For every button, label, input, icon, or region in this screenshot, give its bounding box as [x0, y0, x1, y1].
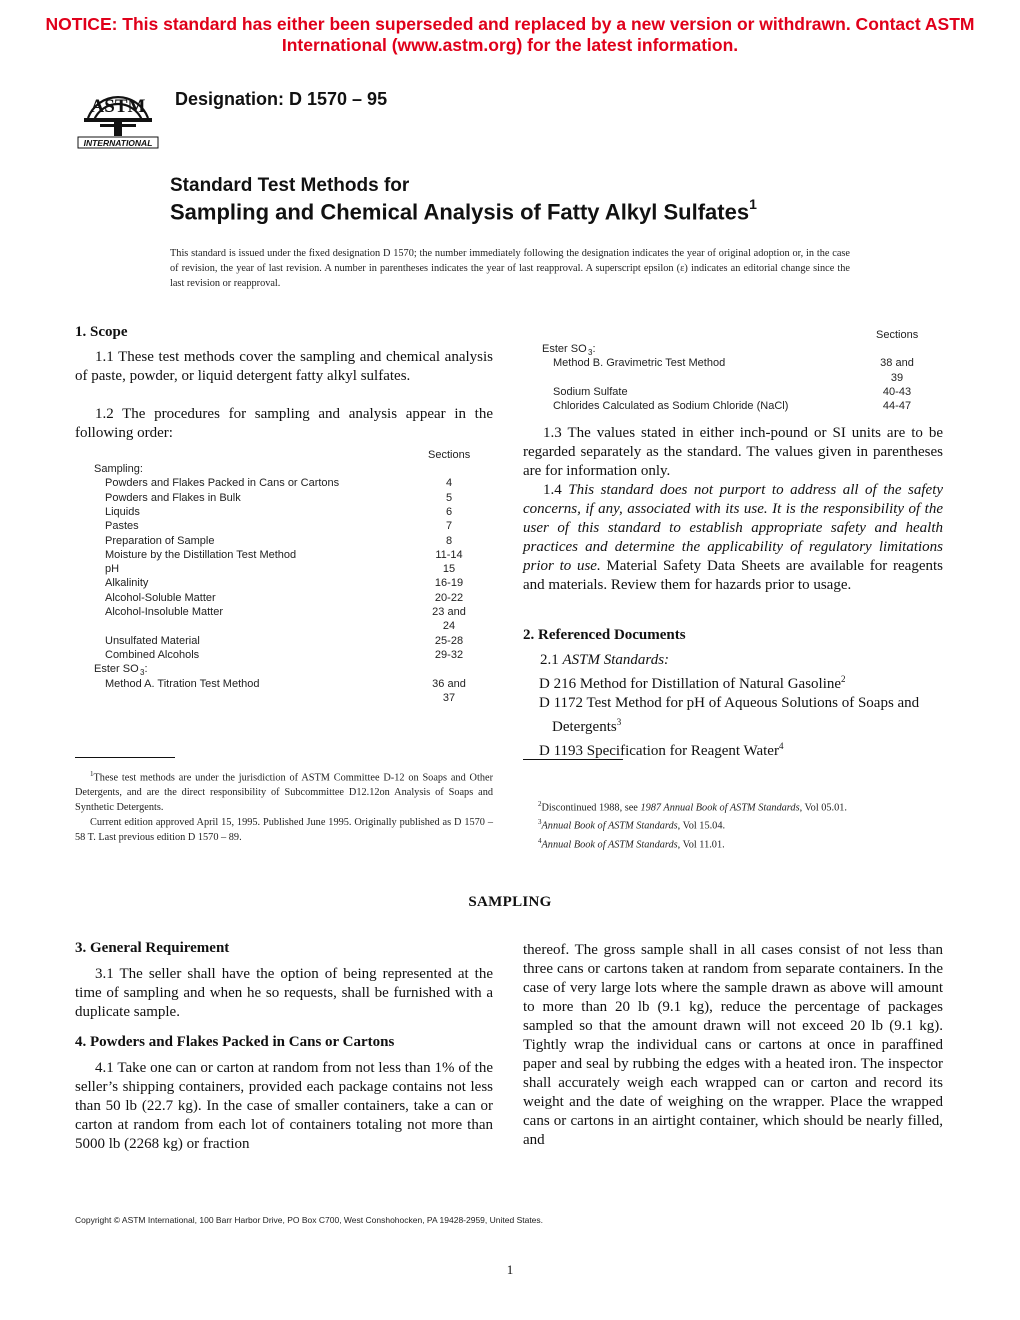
footnote-1-edition: Current edition approved April 15, 1995. Published June 1995. Originally published as D 1570 – 58 T. Last previous edition D 1570 – 89. [75, 817, 493, 844]
referenced-item-footnote-mark: 2 [841, 674, 846, 684]
footnotes-left [75, 767, 493, 845]
heading-scope: 1. Scope [75, 324, 128, 340]
referenced-item [539, 737, 943, 761]
so3-suffix: $_3$: [140, 663, 148, 678]
so3-suffix: $_3$: [588, 343, 596, 358]
title-footnote-mark: 1 [749, 196, 757, 212]
page-number: 1 [506, 1262, 514, 1277]
toc_left-sections: 4 [445, 477, 453, 490]
footnote-rule-right [523, 759, 623, 760]
toc-right [523, 326, 943, 416]
footnote-mark: 3 [538, 818, 542, 827]
para-1-4 [523, 481, 943, 595]
title-text: Sampling and Chemical Analysis of Fatty Alkyl Sulfates [170, 199, 750, 225]
footnote-volume: , Vol 11.01. [677, 839, 725, 851]
toc_left-label: Powders and Flakes Packed in Cans or Cartons [105, 477, 340, 490]
referenced-item-text: D 1172 Test Method for pH of Aqueous Solutions of Soaps and Detergents [539, 695, 920, 735]
toc_left-label: Combined Alcohols [105, 648, 200, 661]
toc_right-label: Method B. Gravimetric Test Method [553, 357, 726, 370]
toc_right-sections: 39 [890, 371, 904, 384]
footnote-rule-left [75, 757, 175, 758]
toc_left-sections: 23 and [432, 606, 466, 618]
toc_right-label: Sodium Sulfate [553, 385, 628, 398]
toc_left-sections: 15 [442, 563, 456, 576]
footnote-mark: 4 [538, 836, 542, 845]
footnote-1 [75, 767, 493, 815]
toc_right-label: Ester SO [542, 343, 587, 355]
footnote-4 [523, 834, 943, 852]
astm-logo [76, 74, 160, 150]
footnote-2 [523, 797, 943, 815]
footnote-mark: 2 [538, 800, 542, 808]
footnote-1-text: These test methods are under the jurisdiction of ASTM Committee D-12 on Soaps and Other Detergents, and are the direct responsibility of Subcommittee D12.12on Analysis of Soaps and Synthetic Detergents. [75, 772, 493, 814]
toc-sections-header-right: Sections [876, 329, 919, 341]
toc_left-sections: 16-19 [434, 577, 464, 590]
footnote-book-title: Annual Book of ASTM Standards [541, 839, 678, 851]
referenced-item-text: D 1193 Specification for Reagent Water [539, 743, 779, 759]
copyright: Copyright © ASTM International, 100 Barr Harbor Drive, PO Box C700, West Conshohocken, PA 19428-2959, United States. [75, 1215, 544, 1225]
referenced-item [539, 694, 943, 737]
toc_left-sections: 20-22 [434, 591, 464, 604]
toc_left-sections: 11-14 [435, 548, 463, 561]
notice-line-2: International (www.astm.org) for the latest information. [281, 35, 739, 55]
heading-referenced-documents: 2. Referenced Documents [523, 627, 686, 643]
toc_left-sections: 36 and [432, 677, 466, 690]
toc_left-sections: 7 [445, 520, 453, 533]
withdrawal-notice [0, 14, 1020, 56]
logo-subtext: INTERNATIONAL [83, 138, 153, 148]
logo-text: ASTM [90, 96, 146, 117]
heading-powders-cans: 4. Powders and Flakes Packed in Cans or Cartons [75, 1034, 395, 1050]
toc_left-sections: 29-32 [434, 648, 464, 661]
footnote-book-title: Annual Book of ASTM Standards [541, 820, 678, 832]
footnote-1-mark: 1 [90, 770, 94, 778]
referenced-list [539, 670, 943, 761]
para-3-1: 3.1 The seller shall have the option of being represented at the time of sampling and when he so requests, shall be furnished with a duplicate sample. [75, 966, 493, 1020]
toc_right-sections: 40-43 [882, 385, 912, 398]
toc_left-label: Method A. Titration Test Method [105, 677, 260, 690]
toc_right-sections: 38 and [880, 357, 914, 370]
title-line-1: Standard Test Methods for [170, 175, 410, 196]
toc_left-label: Preparation of Sample [105, 534, 215, 547]
para-4-1: 4.1 Take one can or carton at random from not less than 1% of the seller’s shipping containers, provided each package contains not less than 50 lb (22.7 kg). In the case of smaller containers, take a can or carton at random from each lot of containers totaling not more than 5000 lb (2268 kg) or fraction [75, 1060, 493, 1152]
referenced-item [539, 670, 943, 694]
toc_left-label: Unsulfated Material [105, 634, 200, 647]
toc-left [75, 446, 493, 706]
title-line-2 [170, 198, 757, 225]
para-2-1-title: ASTM Standards: [562, 652, 670, 668]
toc-sections-header: Sections [428, 449, 471, 461]
para-1-4-prefix: 1.4 [543, 482, 569, 498]
toc_left-sections: 25-28 [434, 634, 464, 647]
toc_left-label: Alkalinity [105, 577, 149, 590]
toc_left-label: Pastes [105, 520, 139, 533]
para-4-1-continued: thereof. The gross sample shall in all cases consist of not less than three cans or cartons taken at random from separate containers. In the case of very large lots where the sample drawn as above will amount to more than 20 lb (9.1 kg), reduce the percentage of packages sampled so that the amount drawn will not exceed 20 lb (9.1 kg). Tightly wrap the individual cans or cartons at once in paraffined paper and seal by rubbing the edges with a heated iron. The inspector shall accurately weigh each wrapped can or carton and record its weight and the date of weighing on the wrapper. Place the wrapped cans or cartons in an airtight container, which should be nearly filled, and [523, 942, 943, 1148]
para-2-1-prefix: 2.1 [540, 652, 563, 668]
toc_left-label: pH [105, 563, 120, 576]
issued-note: This standard is issued under the fixed designation D 1570; the number immediately following the designation indicates the year of original adoption or, in the case of revision, the year of last revision. A number in parentheses indicates the year of last reapproval. A superscript epsilon (ε) indicates an editorial change since the last revision or reapproval. [170, 248, 850, 289]
footnote-3 [523, 815, 943, 833]
para-2-1 [523, 651, 943, 670]
toc_right-sections: 44-47 [882, 400, 912, 413]
para-1-4-caution: This standard does not purport to address all of the safety concerns, if any, associated with its use. It is the responsibility of the user of this standard to establish appropriate safety and health practices and determine the applicability of regulatory limitations prior to use. [523, 482, 944, 574]
toc_left-label: Powders and Flakes in Bulk [105, 491, 241, 504]
referenced-item-footnote-mark: 4 [778, 741, 784, 751]
heading-sampling: SAMPLING [468, 894, 552, 910]
footnote-prefix: Discontinued 1988, see [541, 802, 641, 814]
para-1-4-rest: Material Safety Data Sheets are available for reagents and materials. Review them for hazards prior to usage. [523, 558, 943, 593]
toc_right-label: Chlorides Calculated as Sodium Chloride (NaCl) [553, 400, 789, 413]
toc_left-label: Alcohol-Soluble Matter [105, 591, 216, 604]
toc_left-sections: 8 [445, 534, 453, 547]
footnote-volume: , Vol 05.01. [799, 802, 847, 814]
toc_left-label: Moisture by the Distillation Test Method [105, 548, 297, 561]
toc_left-label: Ester SO [94, 663, 139, 676]
toc_left-label: Liquids [105, 505, 140, 518]
toc_left-label: Alcohol-Insoluble Matter [105, 606, 224, 618]
so3-subscript: 3 [588, 348, 593, 358]
footnote-volume: , Vol 15.04. [677, 820, 726, 832]
para-1-2: 1.2 The procedures for sampling and analysis appear in the following order: [75, 406, 493, 441]
toc_left-sections: 24 [442, 620, 456, 633]
toc_left-sections: 5 [445, 491, 453, 504]
referenced-item-footnote-mark: 3 [616, 717, 622, 727]
para-1-3: 1.3 The values stated in either inch-pound or SI units are to be regarded separately as the standard. The values given in parentheses are for information only. [523, 425, 943, 479]
footnote-book-title: 1987 Annual Book of ASTM Standards [640, 802, 800, 814]
notice-line-1: NOTICE: This standard has either been superseded and replaced by a new version or withdrawn. Contact ASTM [45, 14, 975, 34]
referenced-item-text: D 216 Method for Distillation of Natural Gasoline [539, 676, 842, 692]
so3-subscript: 3 [140, 668, 145, 678]
designation: Designation: D 1570 – 95 [175, 89, 388, 109]
heading-general-requirement: 3. General Requirement [75, 940, 230, 956]
toc_left-label: Sampling: [94, 463, 143, 475]
toc_left-sections: 37 [442, 691, 456, 704]
toc_left-sections: 6 [445, 505, 453, 518]
para-1-1: 1.1 These test methods cover the sampling and chemical analysis of paste, powder, or liquid detergent fatty alkyl sulfates. [75, 349, 493, 384]
footnotes-right [523, 797, 943, 852]
